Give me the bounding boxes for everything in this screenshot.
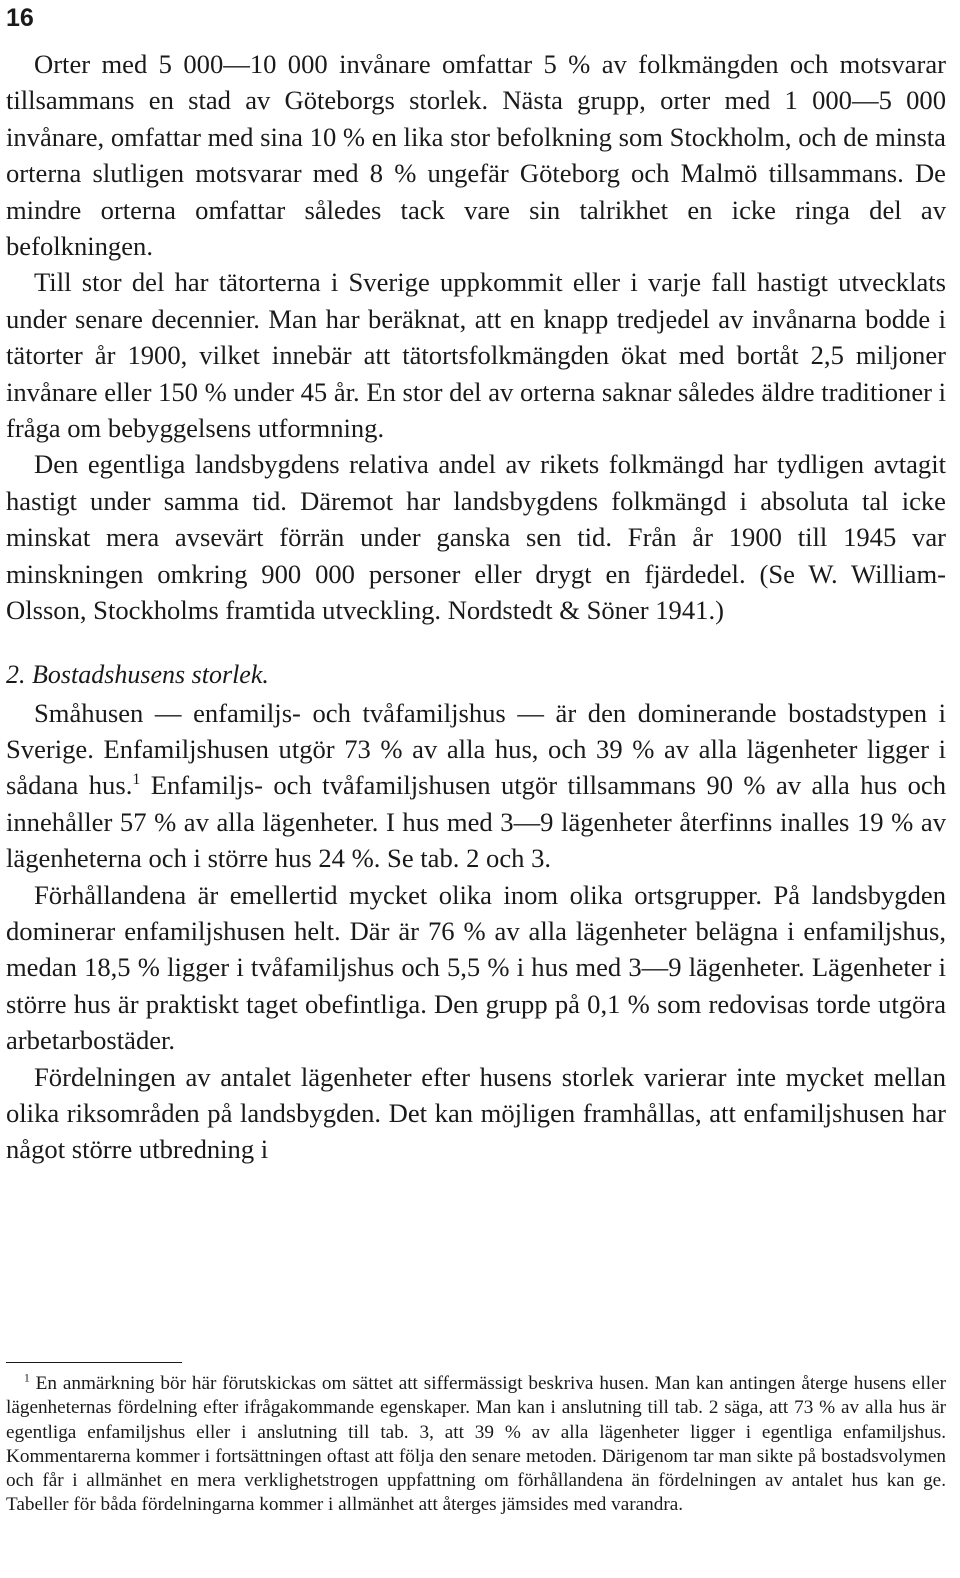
paragraph-4: [6, 695, 946, 877]
paragraph-3: Den egentliga landsbygdens relativa andel av rikets folkmängd har tydligen avtagit hastigt under samma tid. Däremot har landsbygdens folkmängd i absoluta tal icke minskat mera avsevärt förrän under ganska sen tid. Från år 1900 till 1945 var minskningen omkring 900 000 personer eller drygt en fjärdedel. (Se W. William-Olsson, Stockholms framtida utveckling. Nordstedt & Söner 1941.): [6, 449, 946, 626]
footnote-marker: 1: [24, 1372, 30, 1385]
footnote: [6, 1372, 946, 1518]
footnote-text: En anmärkning bör här förutskickas om sättet att siffermässigt beskriva husen. Man kan antingen återge husens eller lägenheternas fördelning efter ifrågakommande egenskaper. Man kan i anslutning till tab. 2 säga, att 73 % av alla hus är egentliga enfamiljshus eller i anslutning till tab. 3, att 39 % av alla lägenheter ligger i egentliga enfamiljshus. Kommentarerna kommer i fortsättningen oftast att följa den senare metoden. Därigenom tar man sikte på bostadsvolymen och får i allmänhet en mera verklighetstrogen uppfattning om förhållandena än fördelningen av antalet hus kan ge. Tabeller för båda fördelningarna kommer i allmänhet att återges jämsides med varandra.: [6, 1373, 946, 1516]
paragraph-4-part-b: Enfamiljs- och tvåfamiljshusen utgör tillsammans 90 % av alla hus och innehåller 57 % av alla lägenheter. I hus med 3—9 lägenheter återfinns inalles 19 % av lägenheterna och i större hus 24 %. Se tab. 2 och 3.: [6, 770, 946, 874]
body-text: [6, 46, 946, 1168]
page-number: 16: [6, 4, 34, 32]
section-heading: 2. Bostadshusens storlek.: [6, 659, 269, 689]
paragraph-6: Fördelningen av antalet lägenheter efter husens storlek varierar inte mycket mellan olika riksområden på landsbygden. Det kan möjligen framhållas, att enfamiljshusen har något större utbredning i: [6, 1061, 946, 1165]
paragraph-4-part-a: Småhusen — enfamiljs- och tvåfamiljshus — är den dominerande bostadstypen i Sverige. Enfamiljshusen utgör 73 % av alla hus, och 39 % av alla lägenheter ligger i sådana hus.: [6, 697, 946, 801]
paragraph-2: Till stor del har tätorterna i Sverige uppkommit eller i varje fall hastigt utvecklats under senare decennier. Man har beräknat, att en knapp tredjedel av invånarna bodde i tätorter år 1900, vilket innebär att tätortsfolkmängden ökat med bortåt 2,5 miljoner invånare eller 150 % under 45 år. En stor del av orterna saknar således äldre traditioner i fråga om bebyggelsens utformning.: [6, 267, 947, 444]
footnote-reference: 1: [132, 771, 141, 789]
paragraph-1: Orter med 5 000—10 000 invånare omfattar 5 % av folkmängden och motsvarar tillsammans en stad av Göteborgs storlek. Nästa grupp, orter med 1 000—5 000 invånare, omfattar med sina 10 % en lika stor befolkning som Stockholm, och de minsta orterna slutligen motsvarar med 8 % ungefär Göteborg och Malmö tillsammans. De mindre orterna omfattar således tack vare sin talrikhet en icke ringa del av befolkningen.: [6, 49, 946, 262]
footnote-divider: [6, 1362, 182, 1363]
paragraph-5: Förhållandena är emellertid mycket olika inom olika ortsgrupper. På landsbygden dominerar enfamiljshusen helt. Där är 76 % av alla lägenheter belägna i enfamiljshus, medan 18,5 % ligger i tvåfamiljshus och 5,5 % i hus med 3—9 lägenheter. Lägenheter i större hus är praktiskt taget obefintliga. Den grupp på 0,1 % som redovisas torde utgöra arbetarbostäder.: [6, 879, 946, 1056]
